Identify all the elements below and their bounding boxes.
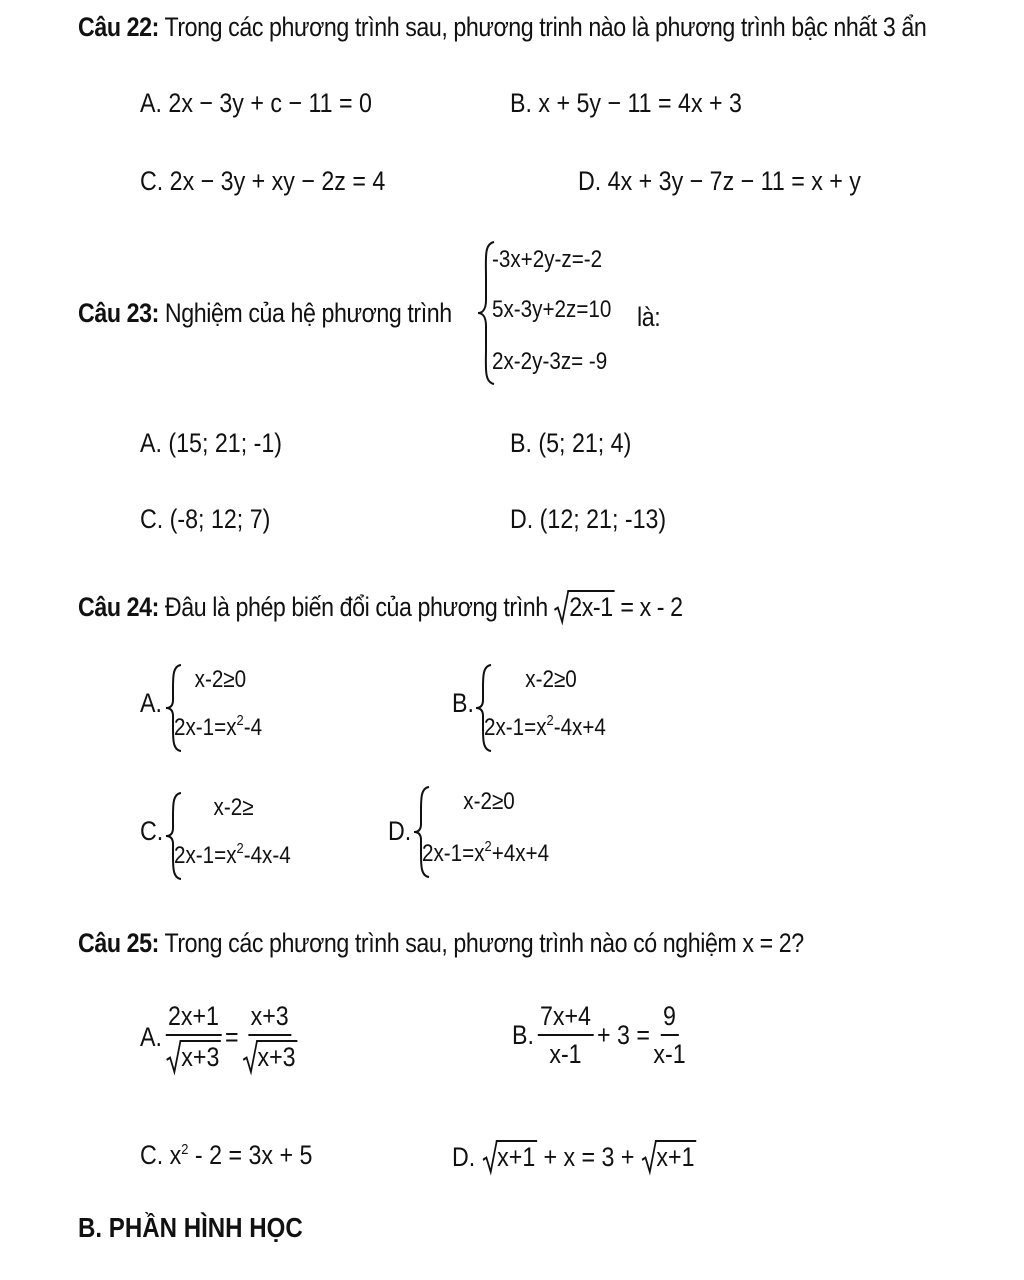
section-heading: B. PHẦN HÌNH HỌC [78,1212,303,1243]
row-part: 2x-1=x [422,840,485,867]
q25-option-d [452,1140,696,1173]
q25-option-b [512,1002,689,1069]
option-expression: 2x − 3y + xy − 2z = 4 [169,166,386,196]
expr-part: x [169,1140,182,1170]
numerator: 7x+4 [537,1002,593,1036]
question-24-label: Câu 24: [78,592,159,622]
system-row-2 [174,714,262,742]
option-expression: x + 5y − 11 = 4x + 3 [538,88,742,118]
system-equation-2: 5x-3y+2z=10 [492,296,612,323]
q24-option-c-system [174,790,346,882]
option-label: D. [452,1142,476,1172]
radical-sign-icon [242,1040,257,1073]
q22-option-c [140,166,385,197]
radicand: x+1 [656,1142,695,1172]
operator-text: + 3 = [596,1020,650,1051]
option-expression: 2x − 3y + c − 11 = 0 [168,88,372,118]
system-row-2 [174,842,291,870]
question-23 [78,298,452,329]
option-label: C. [140,166,164,196]
system-row-2 [484,714,606,742]
question-23-text: Nghiệm của hệ phương trình [164,298,452,328]
q23-option-d [510,504,666,535]
square-root [166,1040,221,1073]
q22-option-a [140,88,372,119]
q25-option-a [140,1002,301,1073]
expr-part: - 2 = 3x + 5 [194,1140,313,1170]
square-root [554,590,615,623]
radical-sign-icon [166,1040,181,1073]
row-part: -4x-4 [243,842,291,869]
exponent: 2 [181,1141,189,1158]
question-24 [78,590,683,623]
denominator [166,1036,221,1073]
q23-option-a [140,428,282,459]
system-row-1: x-2≥0 [463,788,515,815]
square-root [242,1040,297,1073]
question-23-label: Câu 23: [78,298,159,328]
denominator: x-1 [653,1038,686,1069]
q24-option-c-label: C. [140,816,164,846]
question-25-label: Câu 25: [78,928,159,958]
option-label: D. [510,504,534,534]
numerator: x+3 [248,1002,291,1036]
q23-option-c [140,504,270,535]
option-label: A. [140,1021,162,1052]
q24-option-d-label: D. [388,816,412,846]
radicand: x+3 [181,1041,220,1072]
exponent: 2 [546,712,554,729]
square-root [482,1140,537,1173]
option-expression: (12; 21; -13) [539,504,667,534]
denominator [242,1036,297,1073]
q24-option-a-system [174,662,346,754]
question-24-text: Đâu là phép biến đổi của phương trình [164,592,548,622]
q22-option-d [578,166,861,197]
radical-sign-icon [482,1140,497,1173]
radicand: 2x-1 [569,592,613,622]
q24-option-b-label: B. [452,688,474,718]
question-22-text: Trong các phương trình sau, phương trinh nào là phương trình bậc nhất 3 ẩn [164,12,927,42]
option-label: B. [510,428,532,458]
system-row-1: x-2≥0 [525,666,577,693]
system-row-1: x-2≥ [213,794,254,821]
system-equation-3: 2x-2y-3z= -9 [492,348,608,375]
q24-option-b-system [484,662,673,754]
option-label: A. [140,428,162,458]
option-expression: (-8; 12; 7) [169,504,271,534]
exponent: 2 [236,840,244,857]
fraction [165,1002,221,1073]
equals-sign: = [224,1021,239,1052]
fraction [537,1002,593,1069]
option-label: B. [510,88,532,118]
option-label: B. [512,1020,534,1051]
q23-suffix: là: [637,302,661,332]
radical-sign-icon [641,1140,656,1173]
system-equation-1: -3x+2y-z=-2 [492,246,603,273]
question-22 [78,12,926,43]
system-row-2 [422,840,549,868]
exponent: 2 [236,712,244,729]
row-part: 2x-1=x [174,842,237,869]
question-25-text: Trong các phương trình sau, phương trình nào có nghiệm x = 2? [164,928,804,958]
fraction [653,1002,685,1069]
question-25 [78,928,804,959]
q23-option-b [510,428,631,459]
numerator: 9 [660,1002,678,1036]
system-row-1: x-2≥0 [194,666,247,693]
q24-option-d-system [422,784,611,880]
option-label: C. [140,504,164,534]
exponent: 2 [484,838,492,855]
row-part: -4 [243,714,263,741]
question-22-label: Câu 22: [78,12,159,42]
radical-sign-icon [554,590,569,623]
row-part: -4x+4 [553,714,606,741]
row-part: 2x-1=x [484,714,547,741]
row-part: +4x+4 [491,840,550,867]
row-part: 2x-1=x [174,714,237,741]
q22-option-b [510,88,742,119]
expr-part: + x = 3 + [543,1142,635,1172]
radicand: x+1 [497,1142,536,1172]
option-expression: (5; 21; 4) [538,428,632,458]
option-label: A. [140,88,162,118]
equation-rhs: = x - 2 [620,592,683,622]
option-expression: (15; 21; -1) [168,428,282,458]
radicand: x+3 [257,1041,296,1072]
option-label: D. [578,166,602,196]
option-expression: 4x + 3y − 7z − 11 = x + y [607,166,861,196]
option-label: C. [140,1140,164,1170]
denominator: x-1 [549,1038,582,1069]
numerator: 2x+1 [165,1002,221,1036]
square-root [641,1140,696,1173]
q24-option-a-label: A. [140,688,162,718]
fraction [242,1002,297,1073]
q25-option-c [140,1140,312,1171]
